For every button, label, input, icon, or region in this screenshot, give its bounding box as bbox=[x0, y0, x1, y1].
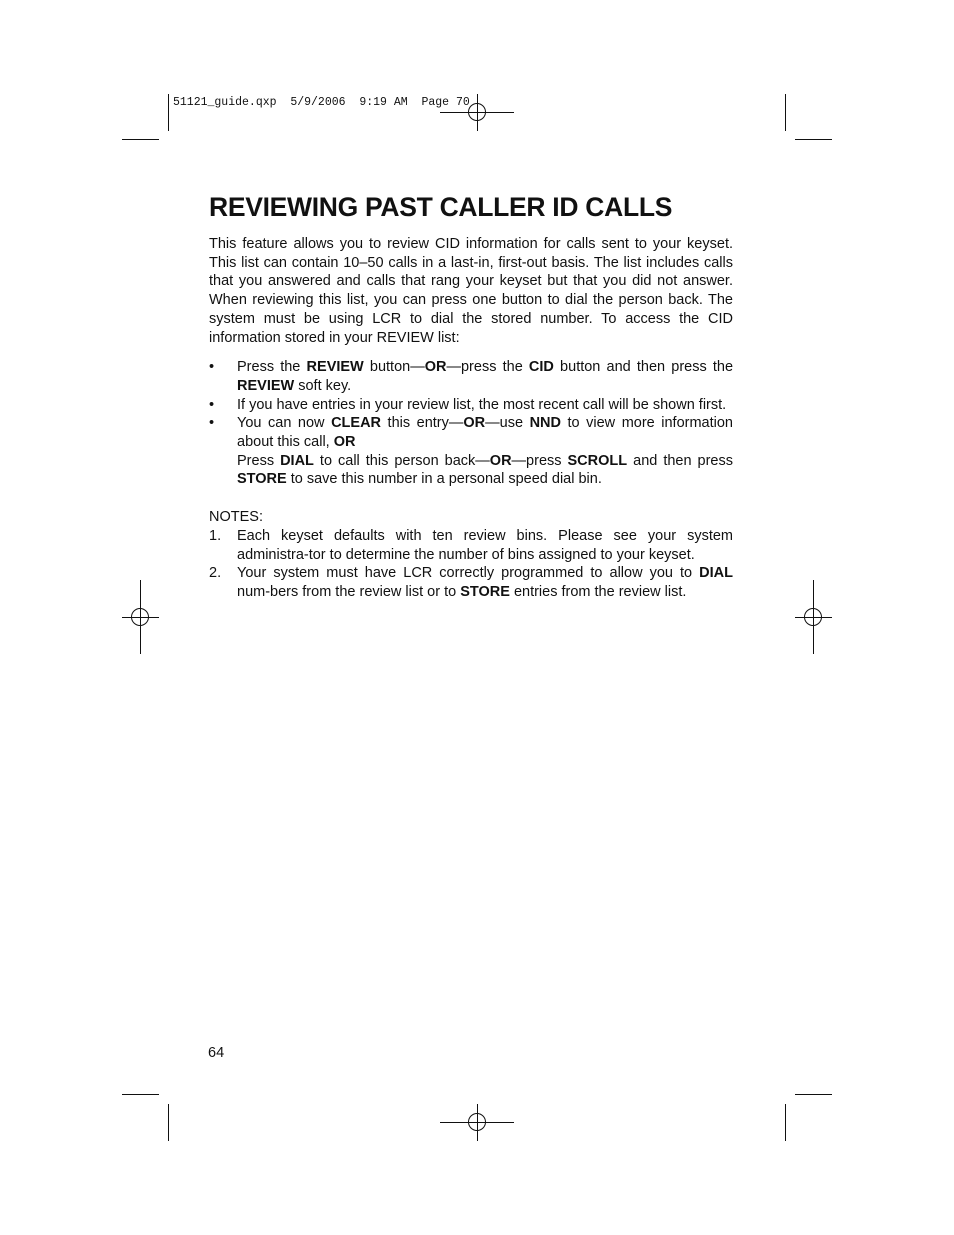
note-number: 1. bbox=[209, 527, 222, 544]
page-content bbox=[209, 190, 733, 602]
crop-mark bbox=[785, 94, 786, 131]
crop-mark bbox=[795, 1094, 832, 1095]
print-slug: 51121_guide.qxp 5/9/2006 9:19 AM Page 70 bbox=[173, 96, 470, 109]
list-item: • You can now CLEAR this entry—OR—use NND to view more information about this call, OR Press DIAL to call this person back—OR—press SCROLL and then press STORE to save this number in a personal speed dial bin. bbox=[209, 415, 733, 488]
notes-heading: NOTES: bbox=[209, 509, 263, 526]
registration-mark-icon bbox=[468, 103, 486, 121]
list-item: 2. Your system must have LCR correctly programmed to allow you to DIAL num-bers from the review list or to STORE entries from the review list. bbox=[209, 565, 733, 600]
bullet-icon: • bbox=[209, 359, 215, 376]
list-item: • Press the REVIEW button—OR—press the CID button and then press the REVIEW soft key. bbox=[209, 359, 734, 394]
notes-list bbox=[209, 527, 733, 602]
page-number: 64 bbox=[208, 1045, 225, 1061]
crop-mark bbox=[795, 139, 832, 140]
crop-mark bbox=[122, 139, 159, 140]
crop-mark bbox=[122, 1094, 159, 1095]
bullet-icon: • bbox=[209, 396, 215, 413]
registration-mark-icon bbox=[804, 608, 822, 626]
registration-mark-icon bbox=[468, 1113, 486, 1131]
list-item: 1. Each keyset defaults with ten review bins. Please see your system administra-tor to determine the number of bins assigned to your keyset. bbox=[209, 527, 733, 563]
crop-mark bbox=[785, 1104, 786, 1141]
intro-paragraph: This feature allows you to review CID information for calls sent to your keyset. This list can contain 10–50 calls in a last-in, first-out basis. The list includes calls that you answered and calls that rang your keyset but that you did not answer. When reviewing this list, you can press one button to dial the person back. The system must be using LCR to dial the stored number. To access the CID information stored in your REVIEW list: bbox=[209, 236, 733, 346]
crop-mark bbox=[168, 1104, 169, 1141]
bullet-icon: • bbox=[209, 415, 215, 432]
note-number: 2. bbox=[209, 565, 222, 582]
crop-mark bbox=[168, 94, 169, 131]
instruction-list bbox=[209, 358, 733, 489]
registration-mark-icon bbox=[131, 608, 149, 626]
list-item: • If you have entries in your review list, the most recent call will be shown first. bbox=[209, 396, 727, 413]
page-title: REVIEWING PAST CALLER ID CALLS bbox=[209, 192, 673, 222]
